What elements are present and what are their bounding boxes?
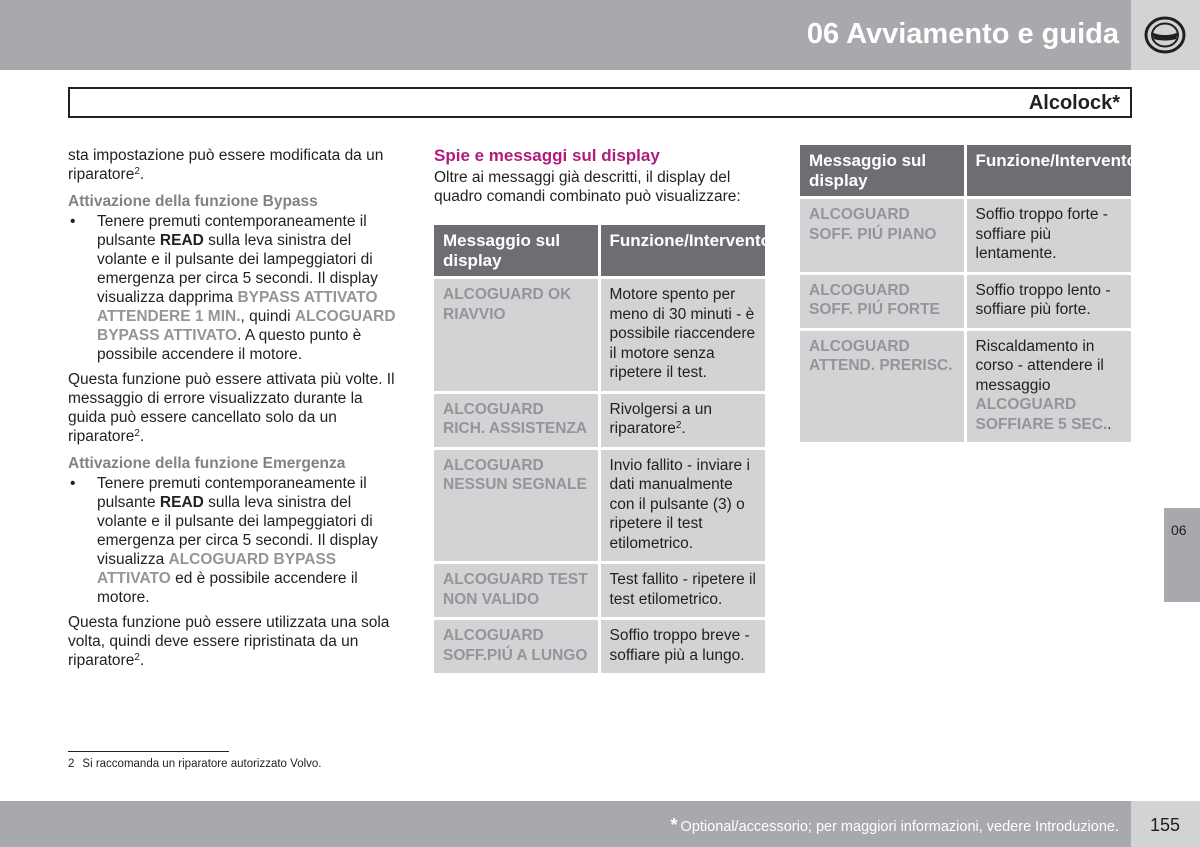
middle-column xyxy=(434,146,764,206)
table-header-row xyxy=(800,145,1131,198)
table-row xyxy=(434,563,765,619)
steering-wheel-icon xyxy=(1143,15,1187,55)
message-cell: ALCOGUARD SOFF.PIÚ A LUNGO xyxy=(434,619,599,674)
display-messages-table-2 xyxy=(800,145,1137,442)
footnote-rule xyxy=(68,751,229,752)
header-icon-box xyxy=(1131,0,1200,70)
table-header-row xyxy=(434,225,765,278)
chapter-side-tab xyxy=(1164,508,1200,602)
left-column xyxy=(68,146,404,676)
header-bar xyxy=(0,0,1131,70)
message-cell: ALCOGUARD SOFF. PIÚ PIANO xyxy=(800,198,965,274)
table-row xyxy=(800,273,1131,329)
message-cell: ALCOGUARD TEST NON VALIDO xyxy=(434,563,599,619)
function-cell: Soffio troppo forte - soffiare più lentamente. xyxy=(965,198,1131,274)
function-cell: Motore spento per meno di 30 minuti - è possibile riaccendere il motore senza ripetere il test. xyxy=(599,278,765,393)
emergency-note: Questa funzione può essere utilizzata una sola volta, quindi deve essere ripristinata da un riparatore$^2$. xyxy=(68,614,390,669)
table-row xyxy=(434,619,765,674)
function-cell: Soffio troppo breve - soffiare più a lungo. xyxy=(599,619,765,674)
intro-paragraph: sta impostazione può essere modificata da un riparatore$^2$. xyxy=(68,147,384,183)
function-cell: Invio fallito - inviare i dati manualmente con il pulsante (3) o ripetere il test etilometrico. xyxy=(599,448,765,563)
table-row xyxy=(434,392,765,448)
table-row xyxy=(800,198,1131,274)
footer-bar xyxy=(0,801,1131,847)
message-cell: ALCOGUARD NESSUN SEGNALE xyxy=(434,448,599,563)
function-cell: Test fallito - ripetere il test etilometrico. xyxy=(599,563,765,619)
function-cell: Soffio troppo lento - soffiare più forte. xyxy=(965,273,1131,329)
header-message: Messaggio sul display xyxy=(800,145,965,198)
section-header xyxy=(68,87,1132,118)
message-cell: ALCOGUARD SOFF. PIÚ FORTE xyxy=(800,273,965,329)
header-function: Funzione/Intervento xyxy=(965,145,1131,198)
table-row xyxy=(434,278,765,393)
function-cell: Riscaldamento in corso - attendere il messaggio ALCOGUARD SOFFIARE 5 SEC.. xyxy=(965,329,1131,442)
message-cell: ALCOGUARD RICH. ASSISTENZA xyxy=(434,392,599,448)
header-message: Messaggio sul display xyxy=(434,225,599,278)
header-function: Funzione/Intervento xyxy=(599,225,765,278)
emergency-bullet: • Tenere premuti contemporaneamente il pulsante READ sulla leva sinistra del volante e il pulsante dei lampeggiatori di emergenza per circa 5 secondi. Il display visualizza ALCOGUARD BYPASS ATTIVATO ed è possibile accendere il motore. xyxy=(70,475,378,606)
chapter-title: 06 Avviamento e guida xyxy=(806,18,1119,50)
bullet-dot: • xyxy=(70,213,76,230)
bypass-note: Questa funzione può essere attivata più volte. Il messaggio di errore visualizzato durante la guida può essere cancellato solo da un riparatore$^2$. xyxy=(68,371,395,445)
chapter-side-tab-label: 06 xyxy=(1171,522,1187,538)
section-title: Alcolock* xyxy=(1028,92,1120,114)
footnote-text: Si raccomanda un riparatore autorizzato Volvo. xyxy=(82,758,322,770)
message-cell: ALCOGUARD ATTEND. PRERISC. xyxy=(800,329,965,442)
table-row xyxy=(434,448,765,563)
bypass-heading: Attivazione della funzione Bypass xyxy=(68,193,318,210)
function-cell: Rivolgersi a un riparatore$^2$. xyxy=(599,392,765,448)
bullet-dot: • xyxy=(70,475,76,492)
footnote-number: 2 xyxy=(68,758,75,770)
bypass-bullet: • Tenere premuti contemporaneamente il pulsante READ sulla leva sinistra del volante e il pulsante dei lampeggiatori di emergenza per circa 5 secondi. Il display visualizza dapprima BYPASS ATTIVATO ATTENDERE 1 MIN., quindi ALCOGUARD BYPASS ATTIVATO. A questo punto è possibile accendere il motore. xyxy=(70,213,396,363)
page-number: 155 xyxy=(1150,815,1181,835)
footnote xyxy=(68,758,321,770)
display-messages-table-1 xyxy=(434,225,771,673)
table-row xyxy=(800,329,1131,442)
display-messages-intro: Oltre ai messaggi già descritti, il display del quadro comandi combinato può visualizzare: xyxy=(434,169,741,205)
page-number-box xyxy=(1131,801,1200,847)
footer-note: * Optional/accessorio; per maggiori informazioni, vedere Introduzione. xyxy=(670,815,1119,835)
display-messages-heading: Spie e messaggi sul display xyxy=(434,146,660,165)
message-cell: ALCOGUARD OK RIAVVIO xyxy=(434,278,599,393)
emergency-heading: Attivazione della funzione Emergenza xyxy=(68,455,346,472)
